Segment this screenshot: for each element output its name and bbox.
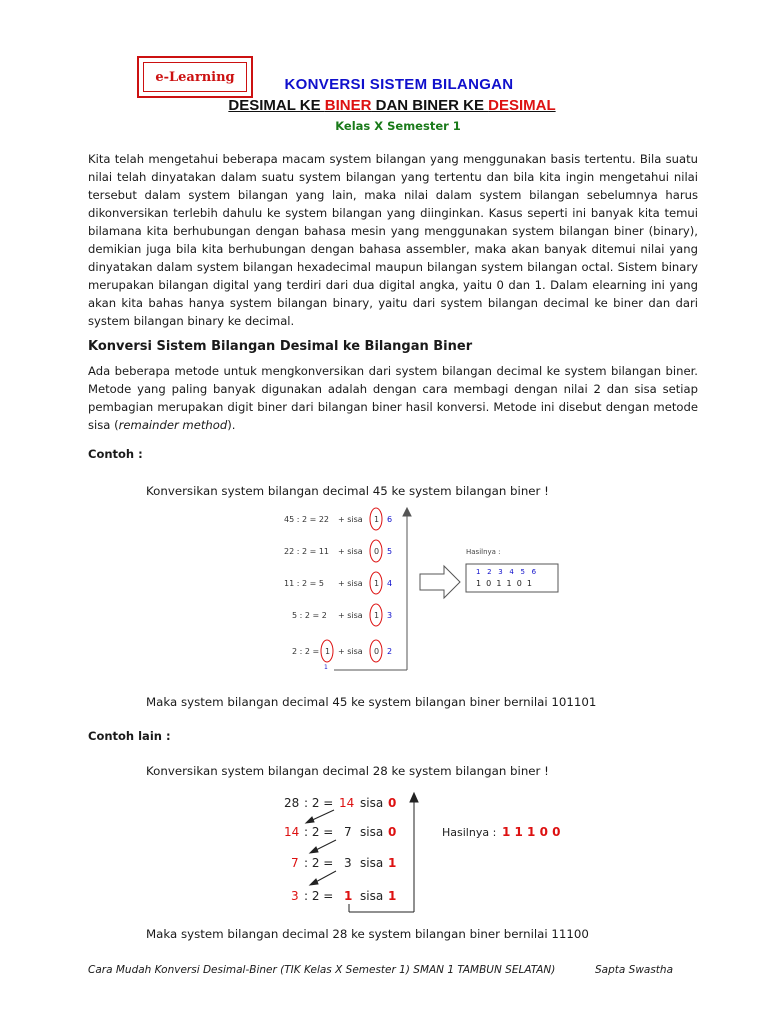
ex2-row-3-sisa: sisa — [360, 856, 384, 870]
ex2-row-1-quotient: 14 — [339, 796, 355, 810]
ex2-pass-arrowhead-2 — [310, 847, 318, 853]
class-line: Kelas X Semester 1 — [335, 119, 461, 133]
ex1-row-3-rem: 1 — [374, 579, 380, 588]
ex1-row-5-idx: 2 — [387, 647, 393, 656]
ex2-row-4-rem: 1 — [388, 889, 397, 903]
ex2-result-label: Hasilnya : — [442, 826, 497, 839]
ex1-row-2-rem: 0 — [374, 547, 380, 556]
example1-question: Konversikan system bilangan decimal 45 ke system bilangan biner ! — [146, 484, 549, 498]
example2-question: Konversikan system bilangan decimal 28 ke system bilangan biner ! — [146, 764, 549, 778]
subtitle-part-1: DESIMAL KE — [228, 97, 325, 114]
ex1-row-3-eq: 11 : 2 = 5 — [284, 579, 324, 588]
ex1-row-2-sisa: + sisa — [338, 547, 363, 556]
section-paragraph-main: Ada beberapa metode untuk mengkonversikan dari system bilangan decimal ke system bilangan biner. Metode yang paling banyak digunakan adalah dengan cara membagi dengan nilai 2 dan sisa setiap pembagian merupakan digit biner dari bilangan biner hasil konversi. Metode ini disebut dengan metode sisa ( — [88, 364, 698, 432]
ex2-row-4-sisa: sisa — [360, 889, 384, 903]
ex1-result-label: Hasilnya : — [466, 548, 501, 556]
e-learning-label: e-Learning — [143, 62, 247, 92]
section-paragraph — [88, 362, 698, 434]
ex1-row-3-idx: 4 — [387, 579, 393, 588]
example2-conclusion: Maka system bilangan decimal 28 ke system bilangan biner bernilai 11100 — [146, 927, 589, 941]
ex1-result-bits: 1 0 1 1 0 1 — [476, 579, 532, 588]
subtitle-part-4: DESIMAL — [488, 97, 556, 114]
ex1-row-5-quotient: 1 — [325, 647, 331, 656]
subtitle-part-2: BINER — [324, 97, 372, 114]
ex1-row-1-eq: 45 : 2 = 22 — [284, 515, 330, 524]
footer-title: Cara Mudah Konversi Desimal-Biner (TIK Kelas X Semester 1) SMAN 1 TAMBUN SELATAN) — [88, 964, 556, 976]
ex2-result-bits: 1 1 1 0 0 — [502, 825, 561, 839]
example1-label: Contoh : — [88, 447, 143, 461]
ex2-pass-arrowhead-1 — [306, 817, 314, 823]
ex1-row-5-rem: 0 — [374, 647, 380, 656]
ex2-row-3-rem: 1 — [388, 856, 397, 870]
ex2-pass-arrowhead-3 — [310, 879, 318, 885]
page-subtitle — [0, 97, 768, 114]
ex1-row-4-idx: 3 — [387, 611, 393, 620]
footer-author: Sapta Swastha — [595, 964, 674, 976]
ex2-row-3-dividend: 7 — [291, 856, 299, 870]
ex2-row-2-rem: 0 — [388, 825, 397, 839]
example2-diagram — [276, 790, 566, 918]
ex1-row-1-sisa: + sisa — [338, 515, 363, 524]
ex2-row-2-quotient: 7 — [344, 825, 352, 839]
ex1-row-1-idx: 6 — [387, 515, 393, 524]
example1-conclusion: Maka system bilangan decimal 45 ke system bilangan biner bernilai 101101 — [146, 695, 597, 709]
ex2-row-2-div: : 2 = — [304, 825, 334, 839]
ex1-row-4-sisa: + sisa — [338, 611, 363, 620]
ex1-row-3-sisa: + sisa — [338, 579, 363, 588]
ex1-result-index: 1 2 3 4 5 6 — [476, 568, 537, 576]
section-paragraph-end: ). — [227, 418, 236, 432]
ex2-row-1-rem: 0 — [388, 796, 397, 810]
ex2-row-1-sisa: sisa — [360, 796, 384, 810]
page-title: KONVERSI SISTEM BILANGAN — [284, 76, 514, 93]
subtitle-part-3: DAN BINER KE — [371, 97, 489, 114]
ex1-row-4-rem: 1 — [374, 611, 380, 620]
example1-diagram — [280, 506, 570, 676]
ex2-row-2-sisa: sisa — [360, 825, 384, 839]
ex2-row-2-dividend: 14 — [284, 825, 300, 839]
ex1-right-arrow-icon — [420, 566, 460, 598]
section-heading: Konversi Sistem Bilangan Desimal ke Bilangan Biner — [88, 339, 473, 354]
ex2-row-3-quotient: 3 — [344, 856, 352, 870]
ex1-up-arrow-head — [403, 508, 411, 516]
example2-label: Contoh lain : — [88, 729, 171, 743]
ex1-row-4-eq: 5 : 2 = 2 — [292, 611, 327, 620]
section-paragraph-italic: remainder method — [118, 418, 228, 432]
ex2-row-1-dividend: 28 — [284, 796, 300, 810]
ex1-row-5-sisa: + sisa — [338, 647, 363, 656]
ex1-row-2-eq: 22 : 2 = 11 — [284, 547, 330, 556]
intro-paragraph: Kita telah mengetahui beberapa macam system bilangan yang menggunakan basis tertentu. Bila suatu nilai telah dinyatakan dalam suatu system bilangan yang tertentu dan bila kita ingin mengetahui nilai tersebut dalam system bilangan yang lain, maka nilai dalam system bilangan sebelumnya harus dikonversikan terlebih dahulu ke system bilangan yang diinginkan. Kasus seperti ini banyak kita temui bilamana kita berhubungan dengan bahasa mesin yang menggunakan system bilangan biner (binary), demikian juga bila kita berhubungan dengan bahasa assembler, maka akan banyak ditemui nilai yang dinyatakan dalam system bilangan hexadecimal maupun bilangan system bilangan octal. Sistem binary merupakan bilangan digital yang terdiri dari dua digital angka, yaitu 0 dan 1. Dalam elearning ini yang akan kita bahas hanya system bilangan binary, yaitu dari system bilangan decimal ke biner dan dari system bilangan binary ke decimal. — [88, 152, 698, 328]
ex1-row-5-eq: 2 : 2 = — [292, 647, 320, 656]
ex2-row-4-dividend: 3 — [291, 889, 299, 903]
ex2-row-4-div: : 2 = — [304, 889, 334, 903]
ex1-quotient-index: 1 — [324, 664, 328, 671]
ex2-row-4-quotient: 1 — [344, 889, 353, 903]
ex1-row-2-idx: 5 — [387, 547, 393, 556]
ex2-row-1-div: : 2 = — [304, 796, 334, 810]
ex2-row-3-div: : 2 = — [304, 856, 334, 870]
ex2-up-arrow-head — [410, 793, 418, 802]
ex1-row-1-rem: 1 — [374, 515, 380, 524]
